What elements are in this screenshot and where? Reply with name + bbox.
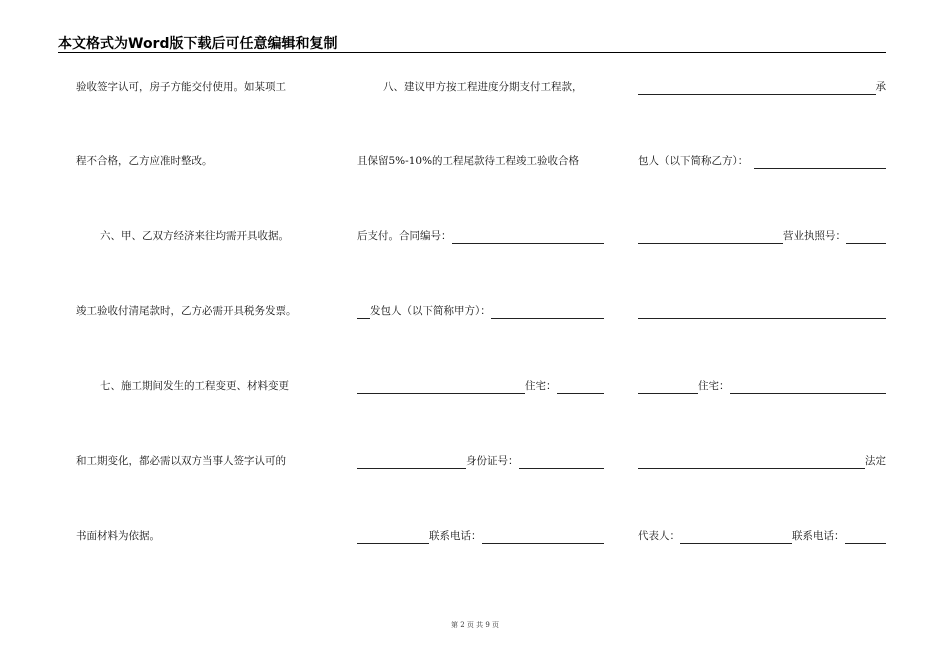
employer-line <box>357 303 604 319</box>
text-line: 八、建议甲方按工程进度分期支付工程款， <box>383 81 583 93</box>
text-line: 书面材料为依据。 <box>76 530 160 542</box>
contractor-address-label: 住宅： <box>698 380 730 392</box>
id-number-line <box>357 453 604 469</box>
text-line: 且保留5%-10%的工程尾款待工程竣工验收合格 <box>357 155 580 167</box>
contract-number-line <box>357 228 604 244</box>
id-number-field[interactable] <box>519 456 605 469</box>
address-field[interactable] <box>557 381 605 394</box>
contractor-address-line <box>638 378 886 394</box>
page-footer: 第 2 页 共 9 页 <box>450 621 500 629</box>
employer-prefix-field[interactable] <box>357 306 370 319</box>
phone-prefix-field[interactable] <box>357 531 429 544</box>
contractor-line <box>638 153 886 169</box>
license-label: 营业执照号： <box>783 230 846 242</box>
phone-label: 联系电话： <box>429 530 482 542</box>
contract-number-label: 后支付。合同编号： <box>357 230 452 242</box>
contractor-field[interactable] <box>754 156 886 169</box>
phone-line <box>357 528 604 544</box>
contractor-address-prefix-field[interactable] <box>638 381 698 394</box>
blank-line <box>638 303 886 319</box>
legal-rep-label: 代表人： <box>638 530 680 542</box>
license-line <box>638 228 886 244</box>
contractor-label-start: 承 <box>875 81 886 93</box>
employer-label: 发包人（以下简称甲方）： <box>370 305 491 317</box>
contractor-address-field[interactable] <box>730 381 887 394</box>
address-prefix-field[interactable] <box>357 381 525 394</box>
contractor-label: 包人（以下简称乙方）： <box>638 155 749 167</box>
header-rule <box>58 52 886 53</box>
text-line: 七、施工期间发生的工程变更、材料变更 <box>100 380 289 392</box>
address-label: 住宅： <box>525 380 557 392</box>
blank-field[interactable] <box>638 82 876 95</box>
contract-number-field[interactable] <box>452 231 605 244</box>
text-line: 程不合格，乙方应准时整改。 <box>76 155 213 167</box>
license-field[interactable] <box>846 231 886 244</box>
blank-field[interactable] <box>638 456 865 469</box>
text-line: 验收签字认可，房子方能交付使用。如某项工 <box>76 81 286 93</box>
page-header-title: 本文格式为Word版下载后可任意编辑和复制 <box>58 36 338 52</box>
license-prefix-field[interactable] <box>638 231 783 244</box>
legal-rep-label-start: 法定 <box>865 455 886 467</box>
contractor-phone-field[interactable] <box>845 531 887 544</box>
employer-field[interactable] <box>491 306 604 319</box>
legal-rep-line-start <box>638 453 886 469</box>
blank-field[interactable] <box>638 306 886 319</box>
address-line <box>357 378 604 394</box>
text-line: 竣工验收付清尾款时，乙方必需开具税务发票。 <box>76 305 297 317</box>
text-line: 和工期变化，都必需以双方当事人签字认可的 <box>76 455 286 467</box>
contractor-phone-label: 联系电话： <box>792 530 845 542</box>
phone-field[interactable] <box>482 531 605 544</box>
legal-rep-line <box>638 528 886 544</box>
text-line: 六、甲、乙双方经济来往均需开具收据。 <box>100 230 289 242</box>
contractor-line-start <box>638 79 886 95</box>
id-prefix-field[interactable] <box>357 456 466 469</box>
id-number-label: 身份证号： <box>466 455 519 467</box>
legal-rep-field[interactable] <box>680 531 792 544</box>
